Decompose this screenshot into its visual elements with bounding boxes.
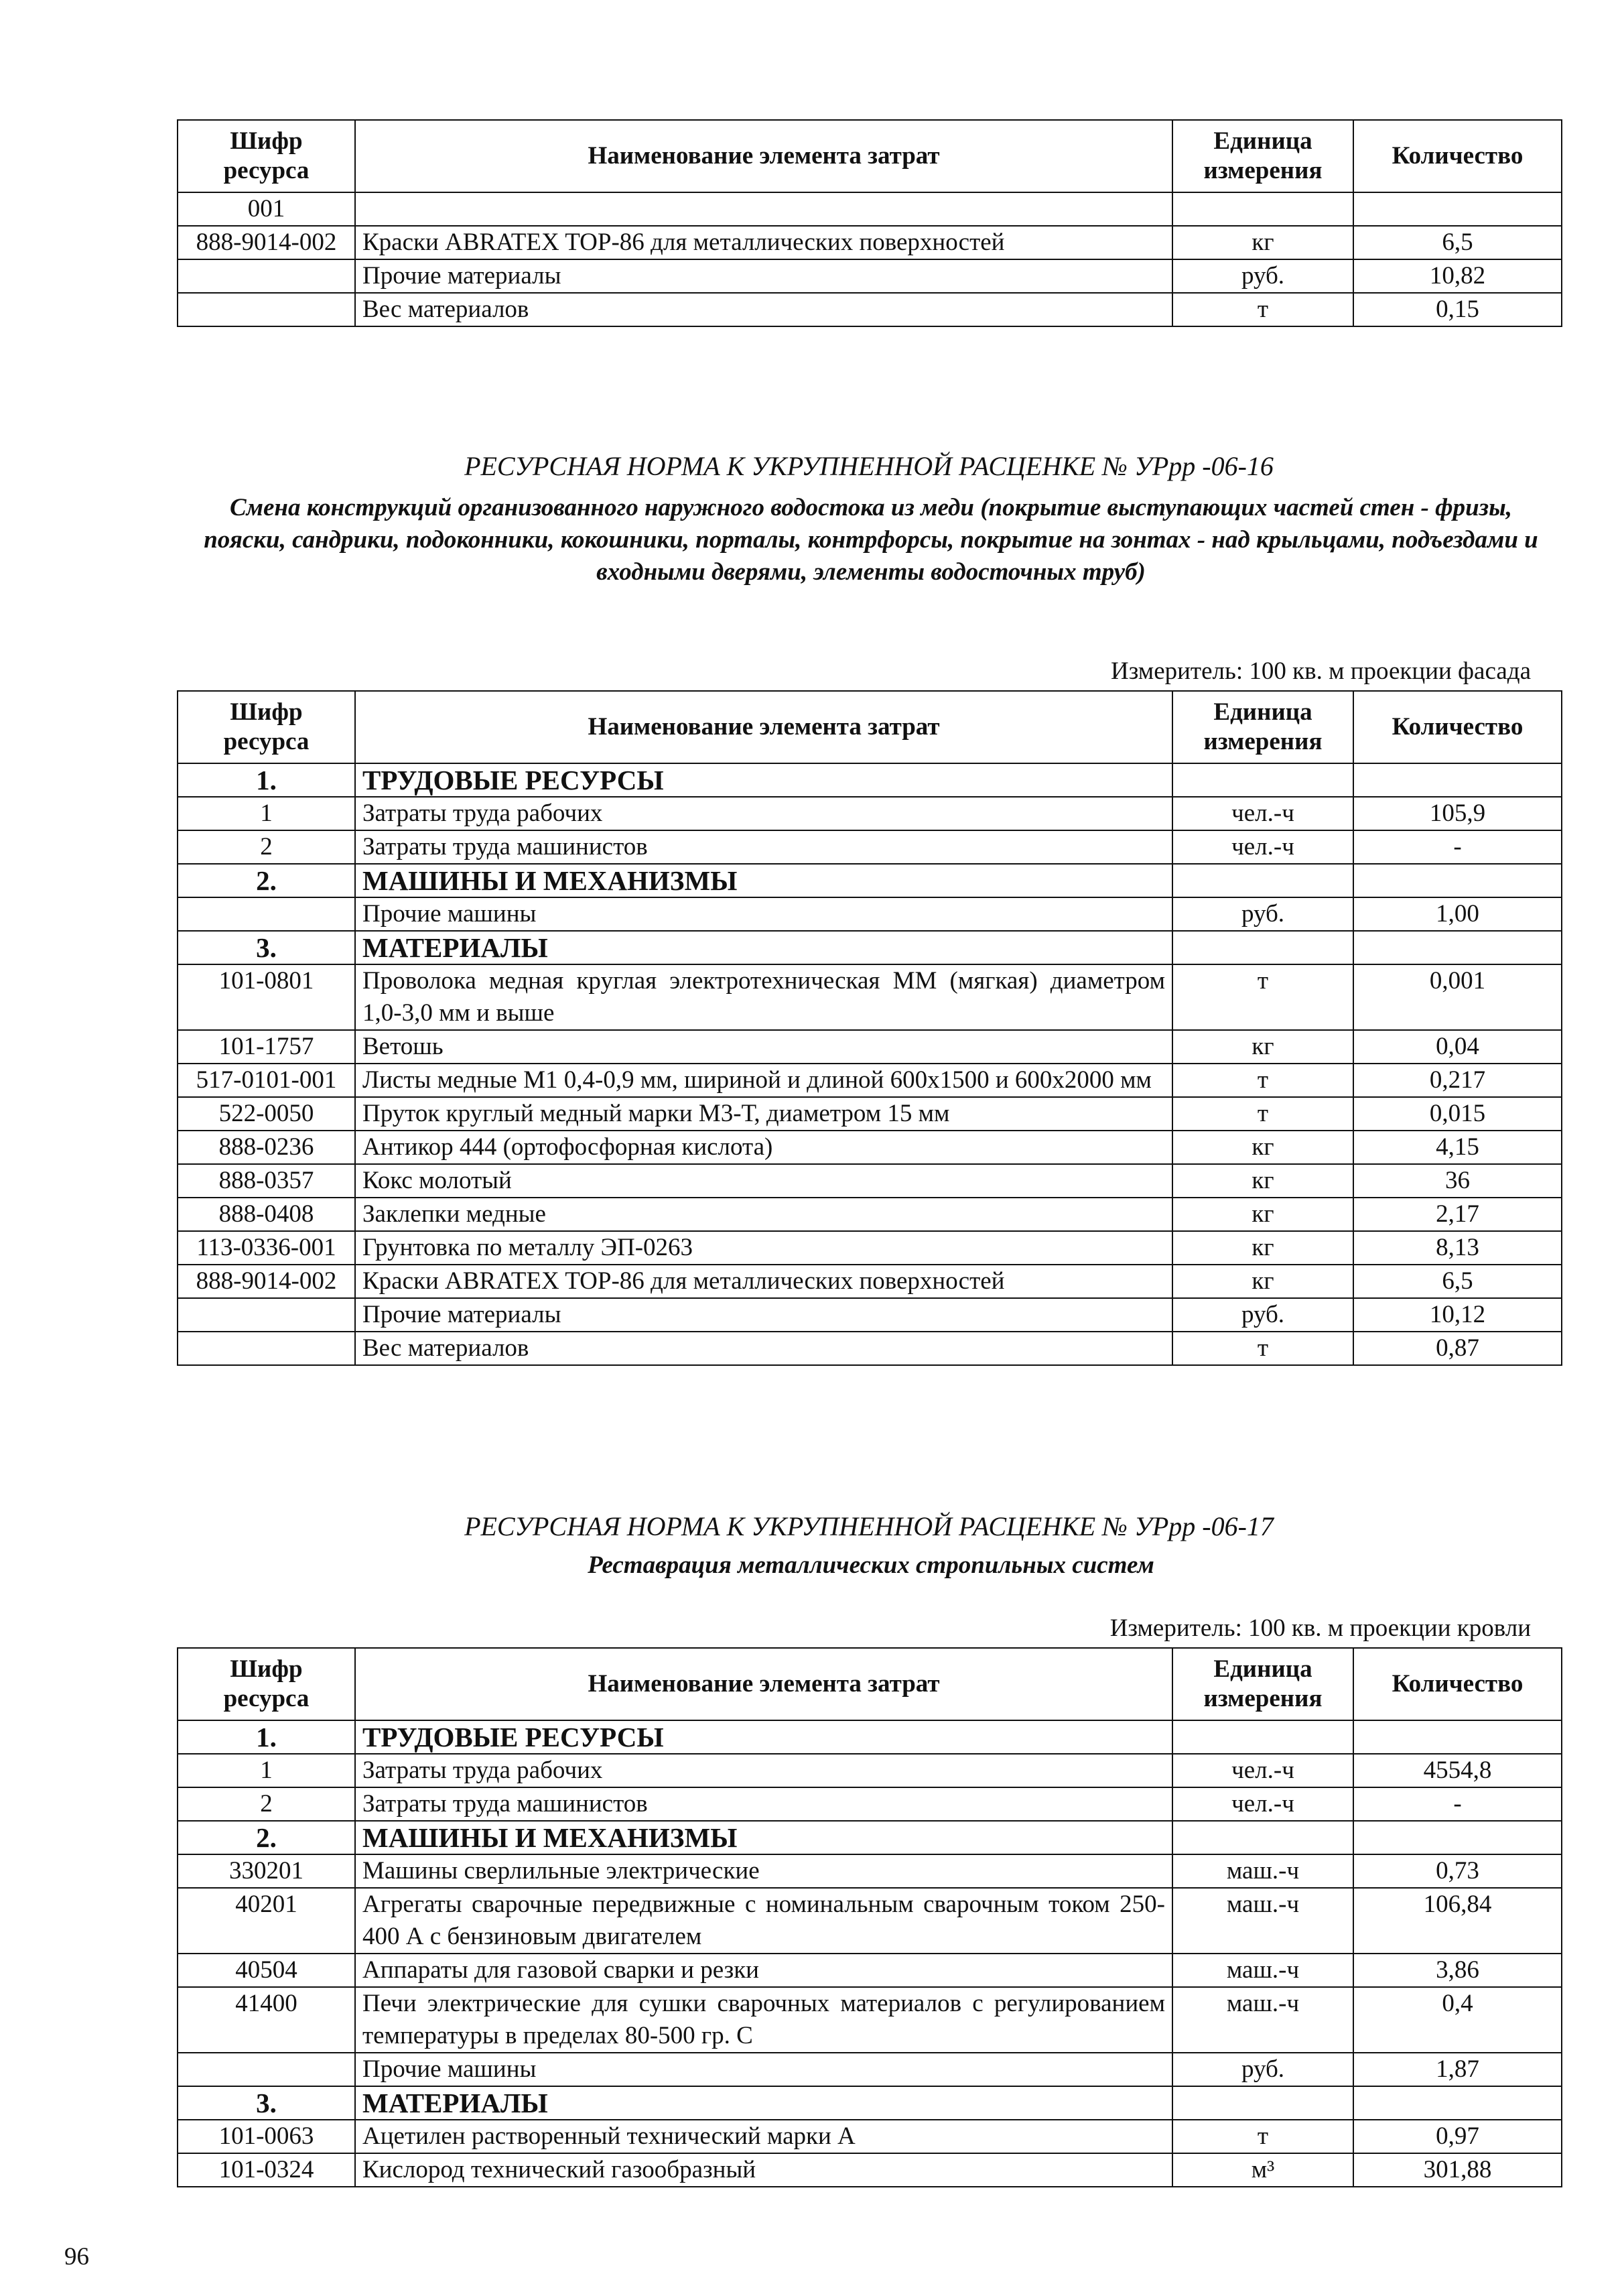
- cell-name: Заклепки медные: [355, 1198, 1172, 1231]
- table-row: [178, 1954, 1562, 1987]
- table-body: [178, 192, 1562, 326]
- header-qty: Количество: [1353, 120, 1562, 192]
- cell-unit: чел.-ч: [1172, 797, 1353, 830]
- cell-name: Аппараты для газовой сварки и резки: [355, 1954, 1172, 1987]
- cell-qty: 0,97: [1353, 2120, 1562, 2153]
- header-unit: Единица измерения: [1172, 1648, 1353, 1720]
- cell-unit: руб.: [1172, 1298, 1353, 1332]
- cell-qty: 36: [1353, 1164, 1562, 1198]
- cell-qty: 4,15: [1353, 1131, 1562, 1164]
- cell-name: Ветошь: [355, 1030, 1172, 1064]
- cell-unit: т: [1172, 2120, 1353, 2153]
- cell-unit: [1172, 931, 1353, 964]
- cell-unit: т: [1172, 293, 1353, 326]
- section-row: [178, 1821, 1562, 1854]
- cell-qty: 106,84: [1353, 1888, 1562, 1954]
- cell-code: [178, 1332, 355, 1365]
- cell-code: 330201: [178, 1854, 355, 1888]
- table-row: [178, 1064, 1562, 1097]
- header-qty: Количество: [1353, 1648, 1562, 1720]
- table-body: [178, 763, 1562, 1365]
- cell-qty: 0,15: [1353, 293, 1562, 326]
- table-header-row: [178, 691, 1562, 763]
- table-row: [178, 1198, 1562, 1231]
- page-number: 96: [64, 2243, 89, 2271]
- cell-qty: 0,001: [1353, 964, 1562, 1030]
- cell-unit: т: [1172, 1064, 1353, 1097]
- cell-qty: 105,9: [1353, 797, 1562, 830]
- header-code: Шифр ресурса: [178, 691, 355, 763]
- cell-name: Кислород технический газообразный: [355, 2153, 1172, 2187]
- cell-code: 101-0324: [178, 2153, 355, 2187]
- cell-unit: чел.-ч: [1172, 1754, 1353, 1787]
- cell-name: Антикор 444 (ортофосфорная кислота): [355, 1131, 1172, 1164]
- header-code: Шифр ресурса: [178, 120, 355, 192]
- cell-name: Краски ABRATEX TOP-86 для металлических поверхностей: [355, 1265, 1172, 1298]
- cell-qty: 0,217: [1353, 1064, 1562, 1097]
- cell-name: ТРУДОВЫЕ РЕСУРСЫ: [355, 763, 1172, 797]
- cell-code: 2: [178, 1787, 355, 1821]
- table-row: [178, 1854, 1562, 1888]
- header-unit: Единица измерения: [1172, 691, 1353, 763]
- cell-code: 101-1757: [178, 1030, 355, 1064]
- header-name: Наименование элемента затрат: [355, 1648, 1172, 1720]
- cell-code: [178, 1298, 355, 1332]
- table-row: [178, 964, 1562, 1030]
- cell-name: МАТЕРИАЛЫ: [355, 931, 1172, 964]
- cell-name: Вес материалов: [355, 293, 1172, 326]
- cell-qty: -: [1353, 1787, 1562, 1821]
- cell-qty: 6,5: [1353, 226, 1562, 259]
- cell-name: Прочие материалы: [355, 1298, 1172, 1332]
- cell-qty: 0,4: [1353, 1987, 1562, 2053]
- cell-qty: 1,00: [1353, 897, 1562, 931]
- cell-name: МАШИНЫ И МЕХАНИЗМЫ: [355, 864, 1172, 897]
- norm-title-06-16: РЕСУРСНАЯ НОРМА К УКРУПНЕННОЙ РАСЦЕНКЕ № УРрр -06-16: [464, 451, 1274, 481]
- cell-unit: кг: [1172, 1164, 1353, 1198]
- cell-code: 1.: [178, 763, 355, 797]
- cell-code: 001: [178, 192, 355, 226]
- cell-qty: [1353, 1821, 1562, 1854]
- table-row: [178, 226, 1562, 259]
- section-row: [178, 864, 1562, 897]
- header-code: Шифр ресурса: [178, 1648, 355, 1720]
- cell-unit: кг: [1172, 1030, 1353, 1064]
- cell-unit: кг: [1172, 226, 1353, 259]
- cell-code: 522-0050: [178, 1097, 355, 1131]
- section-row: [178, 763, 1562, 797]
- cell-unit: чел.-ч: [1172, 830, 1353, 864]
- table-row: [178, 830, 1562, 864]
- header-qty: Количество: [1353, 691, 1562, 763]
- cell-qty: -: [1353, 830, 1562, 864]
- cell-code: 40504: [178, 1954, 355, 1987]
- cell-code: 2: [178, 830, 355, 864]
- cell-code: 1: [178, 1754, 355, 1787]
- resource-table-06-16: [177, 690, 1562, 1366]
- table-row: [178, 1231, 1562, 1265]
- cell-unit: [1172, 864, 1353, 897]
- cell-unit: кг: [1172, 1265, 1353, 1298]
- cell-code: 2.: [178, 864, 355, 897]
- cell-code: 888-0357: [178, 1164, 355, 1198]
- cell-qty: [1353, 931, 1562, 964]
- cell-name: [355, 192, 1172, 226]
- table-row: [178, 1787, 1562, 1821]
- cell-qty: 3,86: [1353, 1954, 1562, 1987]
- cell-name: Агрегаты сварочные передвижные с номинальным сварочным током 250-400 А с бензиновым двигателем: [355, 1888, 1172, 1954]
- cell-qty: [1353, 1720, 1562, 1754]
- cell-name: Машины сверлильные электрические: [355, 1854, 1172, 1888]
- cell-code: 1.: [178, 1720, 355, 1754]
- table-row: [178, 1332, 1562, 1365]
- cell-qty: 0,015: [1353, 1097, 1562, 1131]
- cell-code: [178, 897, 355, 931]
- cell-code: 101-0063: [178, 2120, 355, 2153]
- cell-name: Листы медные М1 0,4-0,9 мм, шириной и длиной 600х1500 и 600х2000 мм: [355, 1064, 1172, 1097]
- cell-qty: [1353, 192, 1562, 226]
- cell-code: 40201: [178, 1888, 355, 1954]
- cell-name: Пруток круглый медный марки М3-Т, диаметром 15 мм: [355, 1097, 1172, 1131]
- norm-subtitle-06-16: Смена конструкций организованного наружного водостока из меди (покрытие выступающих частей стен - фризы, пояски, сандрики, подоконники, кокошники, порталы, контрфорсы, покрытие на зонтах - над крыльцами, подъездами и входными дверями, элементы водосточных труб): [204, 494, 1538, 586]
- table-row: [178, 2053, 1562, 2086]
- cell-unit: т: [1172, 1097, 1353, 1131]
- cell-unit: маш.-ч: [1172, 1888, 1353, 1954]
- table-row: [178, 1298, 1562, 1332]
- table-row: [178, 293, 1562, 326]
- cell-code: 3.: [178, 931, 355, 964]
- table-row: [178, 797, 1562, 830]
- table-row: [178, 1888, 1562, 1954]
- cell-code: [178, 293, 355, 326]
- cell-name: Кокс молотый: [355, 1164, 1172, 1198]
- cell-name: Прочие машины: [355, 897, 1172, 931]
- cell-name: Ацетилен растворенный технический марки А: [355, 2120, 1172, 2153]
- header-name: Наименование элемента затрат: [355, 120, 1172, 192]
- cell-qty: [1353, 763, 1562, 797]
- cell-name: Краски ABRATEX TOP-86 для металлических поверхностей: [355, 226, 1172, 259]
- resource-table-continuation: [177, 119, 1562, 327]
- cell-name: Печи электрические для сушки сварочных материалов с регулированием температуры в пределах 80-500 гр. С: [355, 1987, 1172, 2053]
- section-row: [178, 931, 1562, 964]
- cell-qty: 10,82: [1353, 259, 1562, 293]
- cell-code: 113-0336-001: [178, 1231, 355, 1265]
- cell-unit: [1172, 1720, 1353, 1754]
- cell-code: 888-9014-002: [178, 1265, 355, 1298]
- table-row: [178, 897, 1562, 931]
- cell-unit: кг: [1172, 1198, 1353, 1231]
- cell-name: Проволока медная круглая электротехническая ММ (мягкая) диаметром 1,0-3,0 мм и выше: [355, 964, 1172, 1030]
- cell-qty: 0,87: [1353, 1332, 1562, 1365]
- cell-qty: 0,04: [1353, 1030, 1562, 1064]
- cell-unit: м³: [1172, 2153, 1353, 2187]
- cell-name: Вес материалов: [355, 1332, 1172, 1365]
- header-name: Наименование элемента затрат: [355, 691, 1172, 763]
- table-row: [178, 1097, 1562, 1131]
- table-row: [178, 2120, 1562, 2153]
- cell-unit: чел.-ч: [1172, 1787, 1353, 1821]
- cell-qty: 2,17: [1353, 1198, 1562, 1231]
- cell-unit: руб.: [1172, 2053, 1353, 2086]
- cell-qty: 1,87: [1353, 2053, 1562, 2086]
- cell-qty: 8,13: [1353, 1231, 1562, 1265]
- cell-qty: 6,5: [1353, 1265, 1562, 1298]
- norm-subtitle-06-17: Реставрация металлических стропильных систем: [588, 1551, 1154, 1579]
- section-row: [178, 2086, 1562, 2120]
- cell-name: Затраты труда машинистов: [355, 1787, 1172, 1821]
- table-row: [178, 1131, 1562, 1164]
- cell-unit: кг: [1172, 1231, 1353, 1265]
- cell-qty: 10,12: [1353, 1298, 1562, 1332]
- cell-qty: 4554,8: [1353, 1754, 1562, 1787]
- cell-code: 888-0408: [178, 1198, 355, 1231]
- cell-unit: маш.-ч: [1172, 1854, 1353, 1888]
- table-row: [178, 2153, 1562, 2187]
- cell-name: Прочие машины: [355, 2053, 1172, 2086]
- cell-code: 2.: [178, 1821, 355, 1854]
- cell-code: 888-9014-002: [178, 226, 355, 259]
- cell-name: Затраты труда рабочих: [355, 1754, 1172, 1787]
- cell-unit: маш.-ч: [1172, 1987, 1353, 2053]
- table-body: [178, 1720, 1562, 2187]
- cell-unit: [1172, 2086, 1353, 2120]
- cell-unit: кг: [1172, 1131, 1353, 1164]
- cell-code: 101-0801: [178, 964, 355, 1030]
- cell-code: 1: [178, 797, 355, 830]
- cell-qty: 0,73: [1353, 1854, 1562, 1888]
- cell-name: МАТЕРИАЛЫ: [355, 2086, 1172, 2120]
- table-header-row: [178, 1648, 1562, 1720]
- cell-name: Затраты труда машинистов: [355, 830, 1172, 864]
- cell-name: Затраты труда рабочих: [355, 797, 1172, 830]
- cell-unit: т: [1172, 1332, 1353, 1365]
- cell-code: 3.: [178, 2086, 355, 2120]
- cell-unit: [1172, 763, 1353, 797]
- cell-unit: маш.-ч: [1172, 1954, 1353, 1987]
- norm-title-06-17: РЕСУРСНАЯ НОРМА К УКРУПНЕННОЙ РАСЦЕНКЕ № УРрр -06-17: [464, 1511, 1274, 1541]
- cell-name: Грунтовка по металлу ЭП-0263: [355, 1231, 1172, 1265]
- resource-table-06-17: [177, 1647, 1562, 2187]
- cell-unit: т: [1172, 964, 1353, 1030]
- table-row: [178, 192, 1562, 226]
- table-row: [178, 1265, 1562, 1298]
- section-row: [178, 1720, 1562, 1754]
- cell-code: [178, 259, 355, 293]
- table-row: [178, 1164, 1562, 1198]
- header-unit: Единица измерения: [1172, 120, 1353, 192]
- cell-code: [178, 2053, 355, 2086]
- cell-qty: [1353, 2086, 1562, 2120]
- cell-unit: руб.: [1172, 259, 1353, 293]
- cell-name: МАШИНЫ И МЕХАНИЗМЫ: [355, 1821, 1172, 1854]
- cell-name: ТРУДОВЫЕ РЕСУРСЫ: [355, 1720, 1172, 1754]
- cell-unit: руб.: [1172, 897, 1353, 931]
- table-row: [178, 1754, 1562, 1787]
- table-row: [178, 1030, 1562, 1064]
- cell-code: 517-0101-001: [178, 1064, 355, 1097]
- cell-code: 41400: [178, 1987, 355, 2053]
- cell-qty: 301,88: [1353, 2153, 1562, 2187]
- cell-code: 888-0236: [178, 1131, 355, 1164]
- measure-06-17: Измеритель: 100 кв. м проекции кровли: [1109, 1614, 1531, 1642]
- table-row: [178, 259, 1562, 293]
- cell-qty: [1353, 864, 1562, 897]
- table-header-row: [178, 120, 1562, 192]
- cell-unit: [1172, 192, 1353, 226]
- cell-name: Прочие материалы: [355, 259, 1172, 293]
- table-row: [178, 1987, 1562, 2053]
- measure-06-16: Измеритель: 100 кв. м проекции фасада: [1110, 657, 1531, 685]
- cell-unit: [1172, 1821, 1353, 1854]
